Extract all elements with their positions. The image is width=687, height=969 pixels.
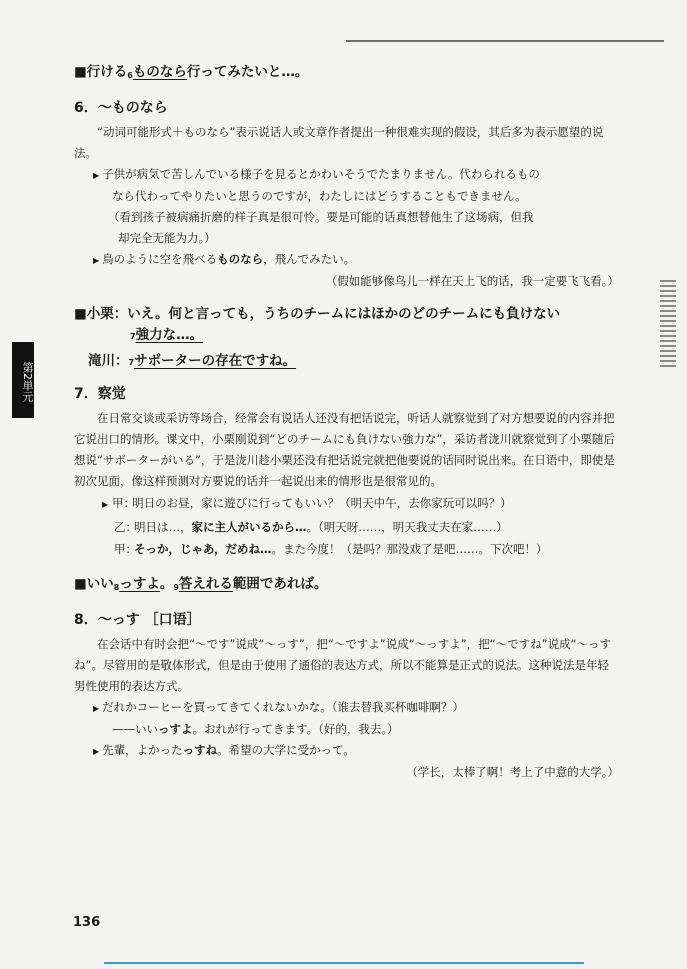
section-8-example-1: ▶ だれかコーヒーを買ってきてくれないかな。（谁去替我买杯咖啡啊？） — [93, 700, 464, 714]
bottom-rule — [104, 962, 584, 964]
section-8 — [74, 610, 619, 783]
top-rule — [346, 40, 664, 42]
page-content — [74, 62, 619, 783]
section-7-title: 7．察觉 — [74, 386, 126, 402]
example-heading-3: ■いい8っすよ。9答えれる範囲であれば。 — [74, 576, 328, 592]
section-6 — [74, 98, 619, 292]
arrow-bullet-icon: ▶ — [93, 747, 100, 756]
section-6-example-1: ▶ 子供が病気で苦しんでいる様子を見るとかわいそうでたまりません。代わられるもの — [93, 167, 540, 181]
dialogue-line-1: ▶ 甲：明日のお昼，家に遊びに行ってもいい？（明天中午，去你家玩可以吗？） — [102, 496, 512, 510]
dialogue-line-2: 乙：明日は…，家に主人がいるから…。（明天呀……，明天我丈夫在家……） — [114, 520, 508, 534]
section-6-example-1-cont: なら代わってやりたいと思うのですが，わたしにはどうすることもできません。 — [112, 189, 527, 203]
section-8-title: 8．～っす ［口语］ — [74, 612, 201, 628]
example-heading-2: ■小栗：いえ。何と言っても，うちのチームにはほかのどのチームにも負けない 7強力な…。 滝川：7サポーターの存在ですね。 — [74, 306, 561, 369]
dialogue-line-3: 甲：そっか，じゃあ，だめね…。また今度！（是吗？那没戏了是吧……。下次吧！） — [114, 542, 548, 556]
example-heading-1: ■行ける6ものなら行ってみたいと…。 — [74, 64, 309, 80]
section-6-example-2: ▶ 鳥のように空を飛べるものなら，飛んでみたい。 — [93, 252, 356, 266]
arrow-bullet-icon: ▶ — [93, 256, 100, 265]
section-6-example-1-translation: （看到孩子被病痛折磨的样子真是很可怜。要是可能的话真想替他生了这场病，但我 — [108, 210, 534, 224]
scan-edge-marks — [660, 280, 676, 600]
page-number: 136 — [73, 915, 101, 930]
section-6-title: 6．～ものなら — [74, 100, 168, 116]
section-6-example-1-translation-cont: 却完全无能为力。） — [118, 231, 216, 245]
section-8-example-1-reply: ——いいっすよ。おれが行ってきます。（好的，我去。） — [112, 722, 399, 736]
arrow-bullet-icon: ▶ — [93, 171, 100, 180]
section-6-example-2-translation: （假如能够像鸟儿一样在天上飞的话，我一定要飞飞看。） — [325, 274, 619, 288]
unit-side-tab: 第2単元 — [12, 342, 34, 418]
section-8-example-2: ▶ 先輩，よかったっすね。希望の大学に受かって。 — [93, 743, 355, 757]
section-7 — [74, 384, 619, 560]
section-8-example-2-translation: （学长，太棒了啊！考上了中意的大学。） — [406, 765, 619, 779]
section-7-dialogue — [74, 492, 619, 560]
section-8-paragraph: 在会话中有时会把“～です”说成“～っす”，把“～ですよ”说成“～っすよ”，把“～ですね”说成“～っすね”。尽管用的是敬体形式，但是由于使用了通俗的表达方式，所以不能算是正式的说法。这种说法是年轻男性使用的表达方式。 — [74, 637, 612, 693]
section-6-paragraph: “动词可能形式＋ものなら”表示说话人或文章作者提出一种很难实现的假设，其后多为表示愿望的说法。 — [74, 125, 604, 160]
arrow-bullet-icon: ▶ — [93, 704, 100, 713]
section-7-paragraph: 在日常交谈或采访等场合，经常会有说话人还没有把话说完，听话人就察觉到了对方想要说的内容并把它说出口的情形。课文中，小栗刚说到“どのチームにも負けない強力な”，采访者泷川就察觉到了小栗随后想说“サポーターがいる”，于是泷川趁小栗还没有把话说完就把他要说的话同时说出来。在日语中，即使是初次见面，像这样预测对方要说的话并一起说出来的情形也是很常见的。 — [74, 411, 615, 488]
arrow-bullet-icon: ▶ — [102, 500, 109, 509]
